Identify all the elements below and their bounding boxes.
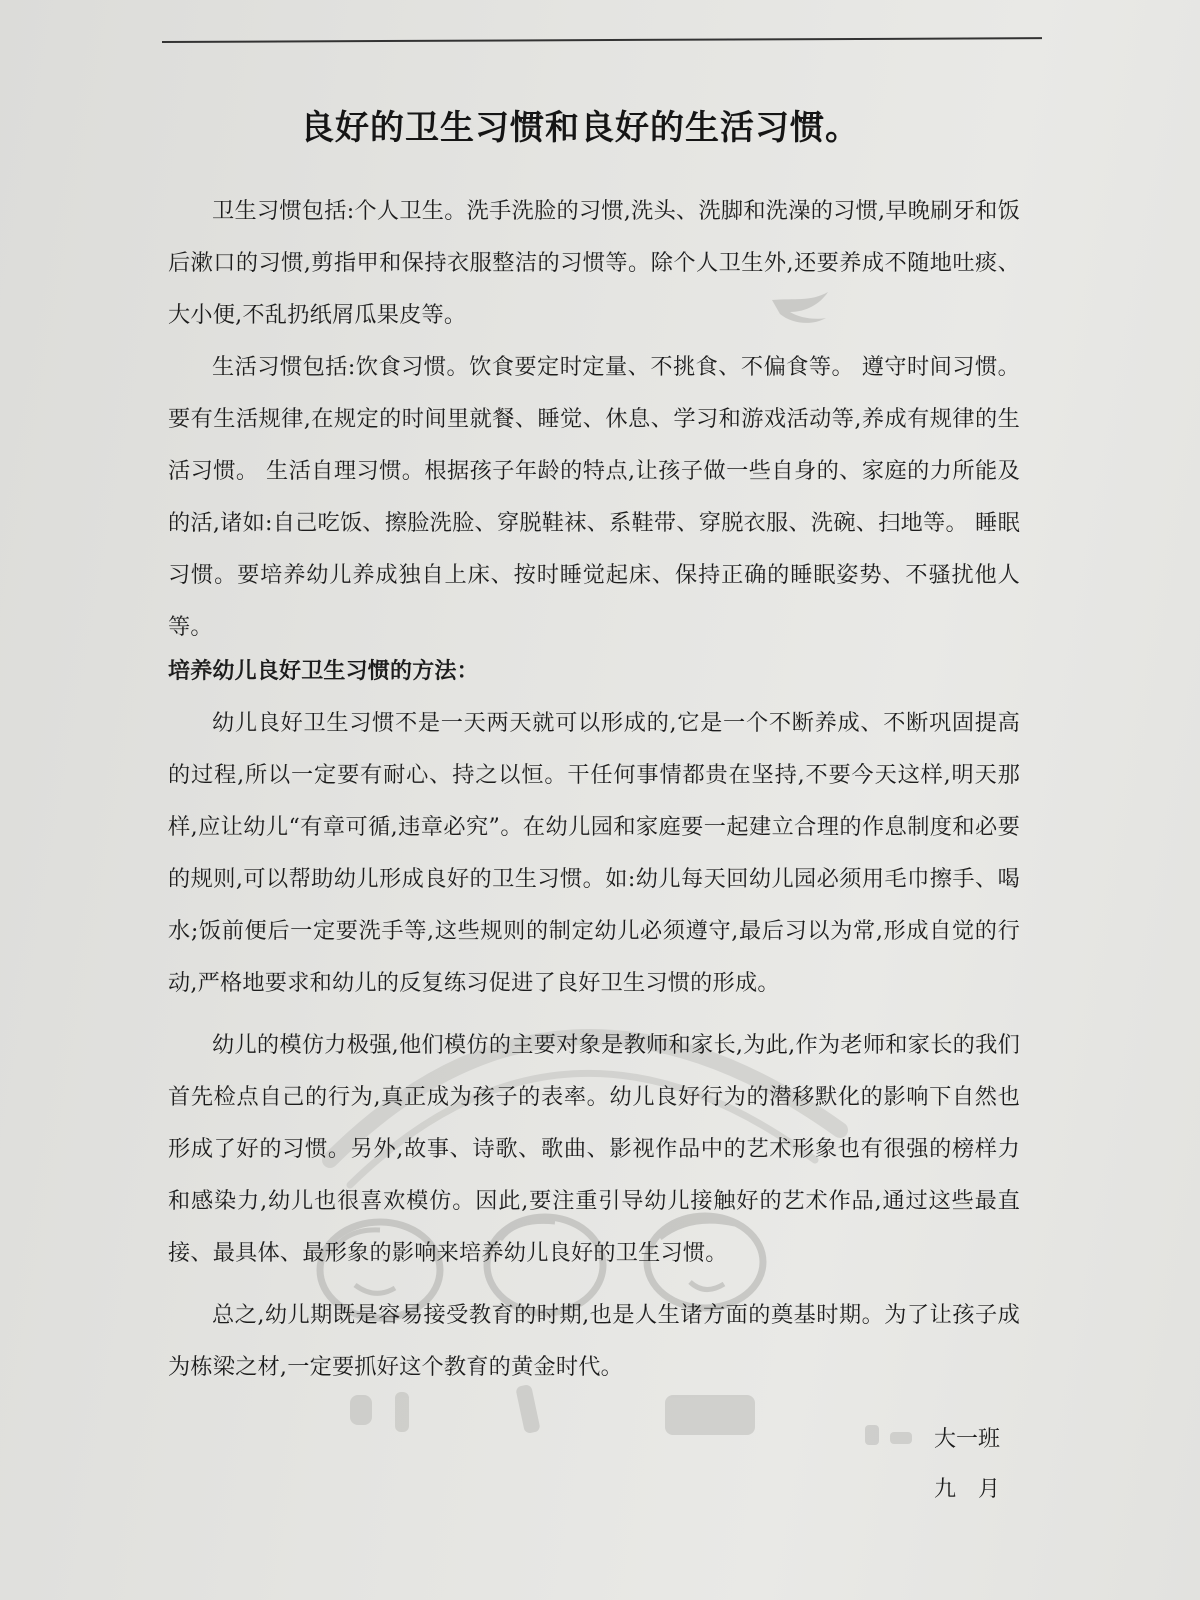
paragraph-living-habits: 生活习惯包括:饮食习惯。饮食要定时定量、不挑食、不偏食等。 遵守时间习惯。要有生活规律,在规定的时间里就餐、睡觉、休息、学习和游戏活动等,养成有规律的生活习惯。 生活自理习惯。根据孩子年龄的特点,让孩子做一些自身的、家庭的力所能及的活,诸如:自己吃饭、擦脸洗脸、穿脱鞋袜、系鞋带、穿脱衣服、洗碗、扫地等。 睡眠习惯。要培养幼儿养成独自上床、按时睡觉起床、保持正确的睡眠姿势、不骚扰他人等。 [168, 354, 1020, 640]
header-rule [162, 37, 1042, 43]
paragraph-conclusion: 总之,幼儿期既是容易接受教育的时期,也是人生诸方面的奠基时期。为了让孩子成为栋梁之材,一定要抓好这个教育的黄金时代。 [168, 1302, 1020, 1380]
signoff-month: 九 月 [934, 1477, 1001, 1502]
paragraph-hygiene-habits: 卫生习惯包括:个人卫生。洗手洗脸的习惯,洗头、洗脚和洗澡的习惯,早晚刷牙和饭后漱口的习惯,剪指甲和保持衣服整洁的习惯等。除个人卫生外,还要养成不随地吐痰、大小便,不乱扔纸屑瓜果皮等。 [168, 198, 1020, 328]
signoff-block [934, 1415, 1000, 1515]
document-title: 良好的卫生习惯和良好的生活习惯。 [300, 108, 860, 148]
signoff-class-name: 大一班 [934, 1427, 1001, 1452]
document-body [168, 185, 1020, 1393]
paragraph-role-models: 幼儿的模仿力极强,他们模仿的主要对象是教师和家长,为此,作为老师和家长的我们首先检点自己的行为,真正成为孩子的表率。幼儿良好行为的潜移默化的影响下自然也形成了好的习惯。另外,故事、诗歌、歌曲、影视作品中的艺术形象也有很强的榜样力和感染力,幼儿也很喜欢模仿。因此,要注重引导幼儿接触好的艺术作品,通过这些最直接、最具体、最形象的影响来培养幼儿良好的卫生习惯。 [168, 1032, 1020, 1266]
section-heading-methods: 培养幼儿良好卫生习惯的方法： [168, 658, 479, 684]
paragraph-persistence: 幼儿良好卫生习惯不是一天两天就可以形成的,它是一个不断养成、不断巩固提高的过程,所以一定要有耐心、持之以恒。干任何事情都贵在坚持,不要今天这样,明天那样,应让幼儿“有章可循,违章必究”。在幼儿园和家庭要一起建立合理的作息制度和必要的规则,可以帮助幼儿形成良好的卫生习惯。如:幼儿每天回幼儿园必须用毛巾擦手、喝水;饭前便后一定要洗手等,这些规则的制定幼儿必须遵守,最后习以为常,形成自觉的行动,严格地要求和幼儿的反复练习促进了良好卫生习惯的形成。 [168, 710, 1020, 996]
